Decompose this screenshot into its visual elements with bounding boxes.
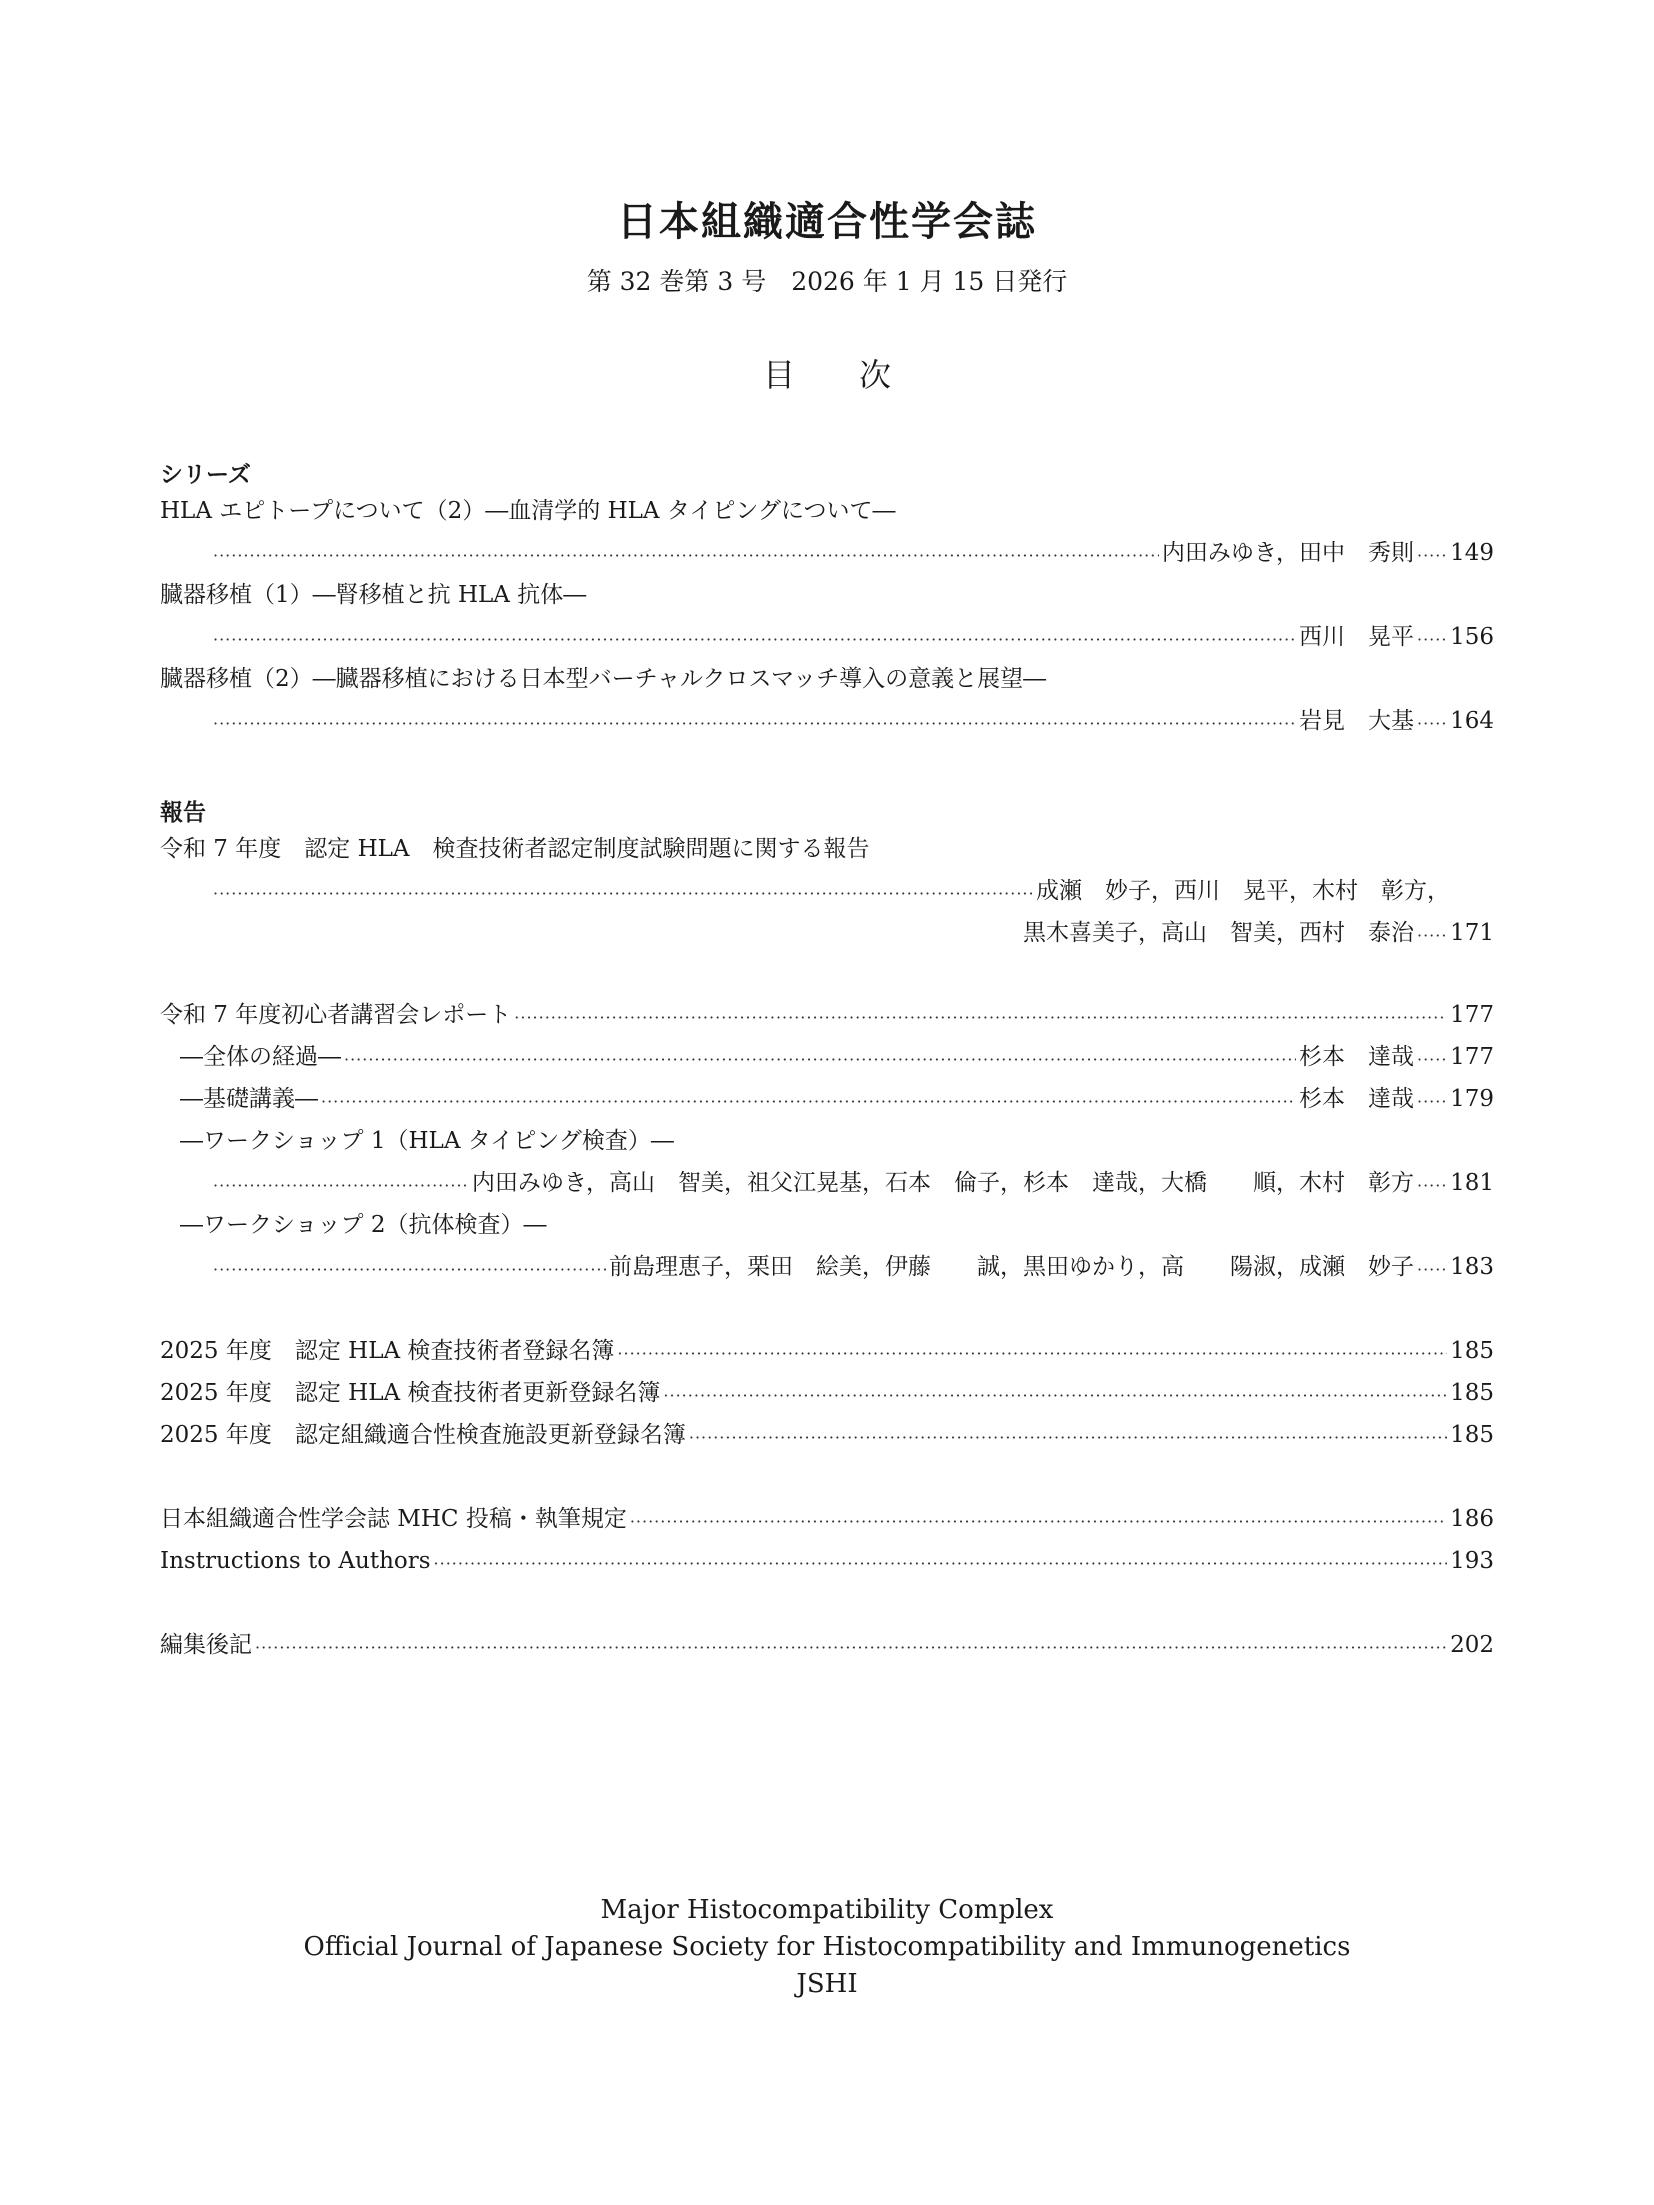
dot-leader <box>1417 1174 1447 1198</box>
toc-entry-title[interactable] <box>180 1206 1494 1240</box>
dot-leader <box>1417 924 1447 948</box>
entry-title: ―ワークショップ 1（HLA タイピング検査）― <box>180 1128 674 1154</box>
entry-authors: 杉本 達哉 <box>1299 1086 1414 1112</box>
entry-authors: 西川 晃平 <box>1299 624 1414 650</box>
toc-entry-leader <box>210 1248 1494 1282</box>
entry-page: 185 <box>1450 1380 1494 1406</box>
dot-leader <box>213 628 1296 652</box>
entry-title: 2025 年度 認定組織適合性検査施設更新登録名簿 <box>160 1422 686 1448</box>
entry-page: 202 <box>1450 1632 1494 1658</box>
dot-leader <box>1417 1048 1447 1072</box>
entry-title: 日本組織適合性学会誌 MHC 投稿・執筆規定 <box>160 1506 627 1532</box>
toc-entry-leader <box>210 534 1494 568</box>
toc-entry[interactable] <box>160 996 1494 1030</box>
toc-entry-leader <box>210 872 1450 906</box>
entry-title: 令和 7 年度 認定 HLA 検査技術者認定制度試験問題に関する報告 <box>160 836 870 862</box>
entry-page: 183 <box>1450 1254 1494 1280</box>
dot-leader <box>1417 628 1447 652</box>
entry-authors: 内田みゆき，高山 智美，祖父江晃基，石本 倫子，杉本 達哉，大橋 順，木村 彰方 <box>471 1170 1414 1196</box>
entry-title: 臓器移植（2）―臓器移植における日本型バーチャルクロスマッチ導入の意義と展望― <box>160 666 1047 692</box>
entry-title: 2025 年度 認定 HLA 検査技術者更新登録名簿 <box>160 1380 661 1406</box>
toc-entry[interactable] <box>180 1038 1494 1072</box>
dot-leader <box>213 1258 606 1282</box>
toc-entry-title[interactable] <box>160 660 1494 694</box>
dot-leader <box>514 1006 1447 1030</box>
dot-leader <box>630 1510 1447 1534</box>
dot-leader <box>689 1426 1447 1450</box>
toc-entry[interactable] <box>160 1500 1494 1534</box>
toc-entry[interactable] <box>160 1626 1494 1660</box>
entry-page: 179 <box>1450 1086 1494 1112</box>
toc-entry-leader <box>210 618 1494 652</box>
entry-title: 2025 年度 認定 HLA 検査技術者登録名簿 <box>160 1338 615 1364</box>
entry-page: 181 <box>1450 1170 1494 1196</box>
dot-leader <box>1417 1258 1447 1282</box>
entry-page: 171 <box>1450 920 1494 946</box>
entry-authors: 内田みゆき，田中 秀則 <box>1161 540 1414 566</box>
entry-title: 編集後記 <box>160 1632 252 1658</box>
dot-leader <box>434 1552 1447 1576</box>
journal-title: 日本組織適合性学会誌 <box>617 198 1037 245</box>
entry-page: 185 <box>1450 1338 1494 1364</box>
toc-entry[interactable] <box>160 1416 1494 1450</box>
dot-leader <box>1417 544 1447 568</box>
toc-entry-leader <box>210 1164 1494 1198</box>
entry-page: 177 <box>1450 1044 1494 1070</box>
entry-title: 臓器移植（1）―腎移植と抗 HLA 抗体― <box>160 582 587 608</box>
entry-title: ―基礎講義― <box>180 1086 318 1112</box>
entry-page: 193 <box>1450 1548 1494 1574</box>
entry-title: 令和 7 年度初心者講習会レポート <box>160 1002 512 1028</box>
entry-page: 156 <box>1450 624 1494 650</box>
issue-line: 第 32 巻第 3 号 2026 年 1 月 15 日発行 <box>586 267 1068 296</box>
footer-line-3: JSHI <box>796 1969 858 1999</box>
dot-leader <box>213 712 1296 736</box>
dot-leader <box>255 1636 1447 1660</box>
toc-heading: 目 次 <box>762 356 891 394</box>
dot-leader <box>213 882 1033 906</box>
toc-entry-title[interactable] <box>180 1122 1494 1156</box>
entry-page: 185 <box>1450 1422 1494 1448</box>
section-label-report: 報告 <box>160 800 206 826</box>
dot-leader <box>663 1384 1447 1408</box>
entry-title: Instructions to Authors <box>160 1548 431 1574</box>
toc-entry-title[interactable] <box>160 830 1494 864</box>
entry-authors: 前島理恵子，栗田 絵美，伊藤 誠，黒田ゆかり，高 陽淑，成瀬 妙子 <box>609 1254 1414 1280</box>
dot-leader <box>617 1342 1447 1366</box>
dot-leader <box>213 544 1159 568</box>
dot-leader <box>1417 1090 1447 1114</box>
entry-title: HLA エピトープについて（2）―血清学的 HLA タイピングについて― <box>160 498 896 524</box>
entry-authors: 黒木喜美子，高山 智美，西村 泰治 <box>1023 920 1414 946</box>
toc-entry-leader <box>210 914 1494 948</box>
footer-line-1: Major Histocompatibility Complex <box>600 1895 1054 1925</box>
entry-page: 186 <box>1450 1506 1494 1532</box>
entry-title: ―ワークショップ 2（抗体検査）― <box>180 1212 547 1238</box>
dot-leader <box>321 1090 1296 1114</box>
dot-leader <box>213 1174 469 1198</box>
entry-authors: 杉本 達哉 <box>1299 1044 1414 1070</box>
entry-authors: 成瀬 妙子，西川 晃平，木村 彰方， <box>1036 878 1450 904</box>
entry-page: 164 <box>1450 708 1494 734</box>
toc-entry[interactable] <box>160 1332 1494 1366</box>
toc-entry-title[interactable] <box>160 492 1494 526</box>
footer-line-2: Official Journal of Japanese Society for Histocompatibility and Immunogenetics <box>303 1932 1351 1962</box>
toc-entry[interactable] <box>160 1542 1494 1576</box>
toc-entry[interactable] <box>160 1374 1494 1408</box>
dot-leader <box>344 1048 1296 1072</box>
dot-leader <box>1417 712 1447 736</box>
toc-entry-leader <box>210 702 1494 736</box>
entry-title: ―全体の経過― <box>180 1044 341 1070</box>
entry-page: 177 <box>1450 1002 1494 1028</box>
section-label-series: シリーズ <box>160 462 251 488</box>
toc-entry[interactable] <box>180 1080 1494 1114</box>
entry-page: 149 <box>1450 540 1494 566</box>
toc-entry-title[interactable] <box>160 576 1494 610</box>
entry-authors: 岩見 大基 <box>1299 708 1414 734</box>
